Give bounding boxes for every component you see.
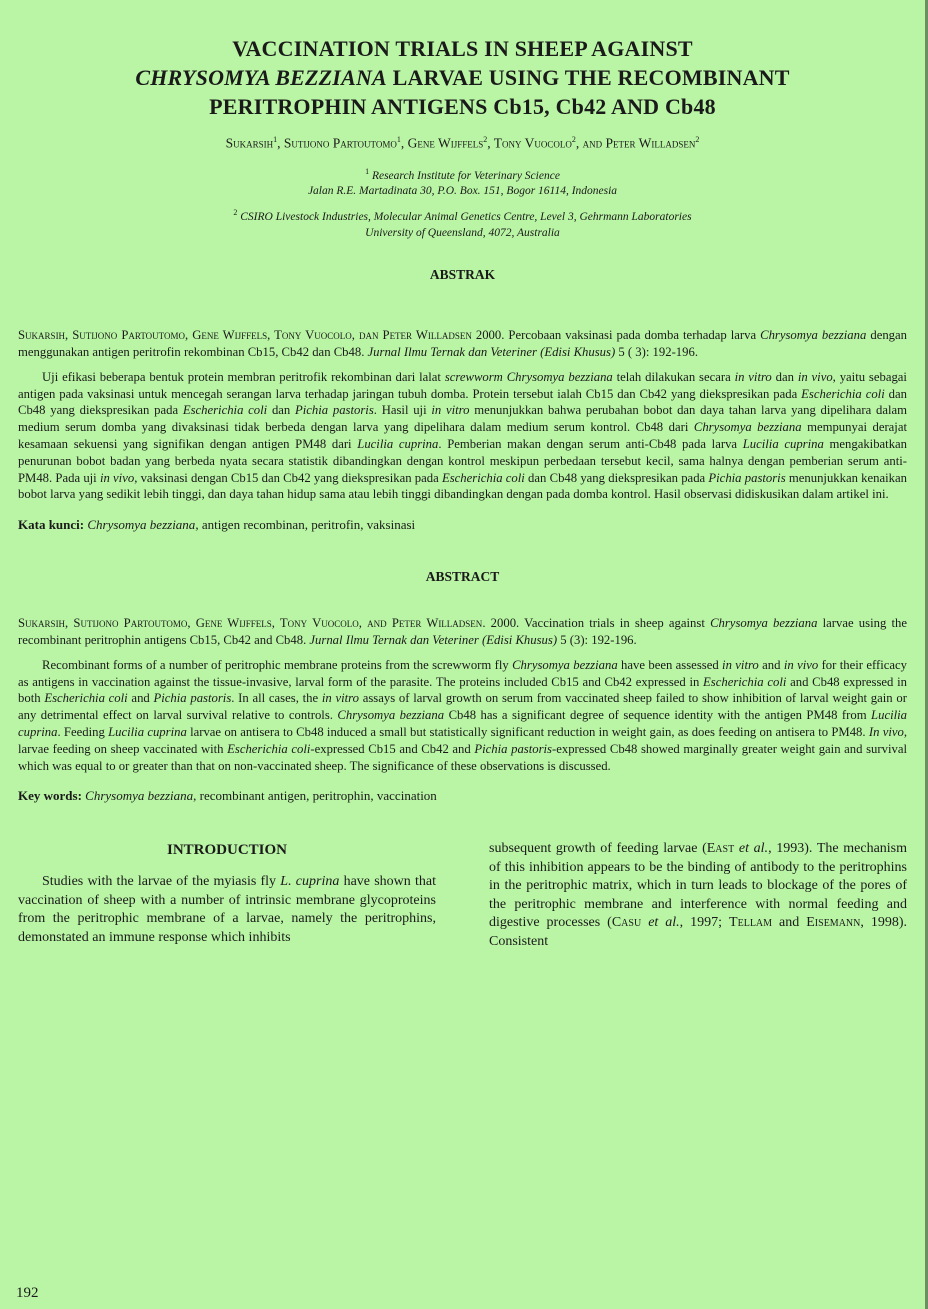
affiliation-2 (18, 205, 907, 241)
text-run: Recombinant forms of a number of peritrophic membrane proteins from the screwworm fly (42, 657, 513, 672)
text-run-italic: in vivo (797, 369, 833, 384)
text-run: larvae on antisera to Cb48 induced a small but statistically significant reduction in weight gain, as does feeding on antisera to PM48. (186, 724, 869, 739)
cited-author: Tellam (729, 915, 773, 931)
keywords-rest: , antigen recombinan, peritrofin, vaksinasi (195, 517, 416, 533)
text-run-italic: Pichia pastoris (708, 470, 786, 485)
abstract-keywords (18, 788, 907, 804)
text-run: , yaitu sebagai antigen pada vaksinasi untuk mencegah serangan larva terhadap jaringan tubuh domba. Protein tersebut ialah Cb15 dan Cb42 yang diekspresikan pada (18, 369, 907, 401)
title-line-2 (18, 63, 907, 92)
keywords-rest: , recombinant antigen, peritrophin, vaccination (193, 788, 437, 804)
text-run: dan (267, 403, 296, 418)
author-name: Peter Willadsen (605, 135, 696, 151)
text-run: Studies with the larvae of the myiasis fly (42, 874, 281, 890)
cited-author: Eisemann (806, 915, 861, 931)
affiliation-mark: 2 (233, 208, 238, 218)
keywords-species: Chrysomya bezziana (85, 788, 194, 804)
text-run: menunjukkan bahwa perubahan bobot dan daya tahan larva yang dipelihara dalam medium serum domba yang divaksinasi tidak berbeda dengan larva yang dipelihara dalam medium serum kontrol. Cb48 dari (18, 403, 908, 435)
text-run-italic: in vitro (734, 369, 772, 384)
text-run-italic: In vivo (868, 724, 904, 739)
text-run: dan Cb48 yang diekspresikan pada (524, 470, 709, 485)
abstract-citation (18, 615, 907, 649)
affiliation-1 (18, 164, 907, 200)
text-run-italic: Lucilia cuprina (108, 724, 187, 739)
citation-title: larvae using the recombinant peritrophin antigens Cb15, Cb42 and Cb48. (18, 616, 907, 647)
right-column (489, 834, 907, 951)
text-run-italic: Escherichia coli (44, 691, 128, 706)
text-run-italic: in vivo (783, 657, 819, 672)
text-run: dan Cb48 yang diekspresikan pada (18, 386, 907, 418)
text-run: Uji efikasi beberapa bentuk protein membran peritrofik rekombinan dari lalat (42, 369, 445, 384)
text-run-italic: Pichia pastoris (474, 741, 552, 756)
text-run: and Cb48 expressed in both (18, 674, 907, 706)
keywords-label: Kata kunci: (18, 517, 85, 533)
author-list: Sukarsih$^1$, Sutijono Partoutomo$^1$, Gene Wijffels$^2$, Tony Vuocolo$^2$, and Peter Willadsen$^2$ (225, 135, 700, 151)
text-run-italic: Chrysomya bezziana (337, 708, 445, 723)
text-run: subsequent growth of feeding larvae ( (489, 841, 707, 857)
abstrak-body (18, 369, 907, 503)
text-run-italic: Lucilia cuprina (357, 436, 439, 451)
cited-author: East (706, 841, 735, 857)
title-line-1: VACCINATION TRIALS IN SHEEP AGAINST (232, 36, 693, 61)
text-run: telah dilakukan secara (612, 369, 735, 384)
citation-year: 2000. Percobaan vaksinasi pada domba terhadap larva (471, 328, 761, 343)
affiliation-address: University of Queensland, 4072, Australia (365, 227, 560, 240)
text-run: -expressed Cb15 and Cb42 and (310, 741, 475, 756)
text-run: . Pemberian makan dengan serum anti-Cb48 pada larva (438, 436, 743, 451)
text-run-italic: Escherichia coli (703, 674, 787, 689)
citation-year: . 2000. Vaccination trials in sheep against (482, 616, 711, 631)
author-name: Gene Wijffels (407, 135, 484, 151)
affiliation-name: Research Institute for Veterinary Science (371, 169, 560, 182)
author-affil-mark: 1 (273, 135, 278, 144)
abstract-body (18, 657, 907, 775)
citation-volume: 5 ( 3): 192-196. (615, 344, 698, 359)
text-run-italic: Pichia pastoris (153, 691, 232, 706)
citation-journal: Jurnal Ilmu Ternak dan Veteriner (Edisi Khusus) (367, 344, 616, 359)
citation-species: Chrysomya bezziana (710, 616, 818, 631)
author-affil-mark: 2 (483, 135, 488, 144)
title-line-2-rest: LARVAE USING THE RECOMBINANT (386, 65, 790, 90)
affiliation-mark: 1 (365, 166, 370, 176)
text-run-italic: Escherichia coli (227, 741, 311, 756)
text-run: , 1998). Consistent (489, 915, 908, 949)
text-run: -expressed Cb48 showed marginally greater weight gain and survival which was equal to or greater than that on non-vaccinated sheep. The significance of these observations is discussed. (18, 741, 907, 773)
text-run: for their efficacy as antigens in vaccination against the tissue-invasive, larval form of the parasite. The proteins included Cb15 and Cb42 expressed in (18, 657, 907, 689)
citation-volume: 5 (3): 192-196. (557, 632, 637, 647)
text-run-italic: Escherichia coli (441, 470, 525, 485)
left-column (18, 834, 436, 951)
author-affil-mark: 1 (396, 135, 401, 144)
citation-authors: Sukarsih, Sutijono Partoutomo, Gene Wijffels, Tony Vuocolo, and Peter Willadsen (18, 616, 483, 631)
text-run-italic: screwworm Chrysomya bezziana (444, 369, 613, 384)
abstrak-heading: ABSTRAK (429, 267, 496, 283)
text-run-italic: Escherichia coli (182, 403, 268, 418)
author-name: Tony Vuocolo (493, 135, 572, 151)
introduction-heading: INTRODUCTION (166, 842, 287, 859)
title-species: CHRYSOMYA BEZZIANA (135, 65, 387, 90)
text-run: , larvae feeding on sheep vaccinated with (18, 724, 908, 756)
text-run-italic: in vitro (321, 691, 359, 706)
text-run-italic: L. cuprina (280, 874, 340, 890)
text-run: mempunyai derajat kesamaan sekuensi yang signifikan dengan antigen PM48 dari (18, 420, 907, 451)
text-run-italic: Lucilia cuprina (742, 436, 824, 451)
keywords-species: Chrysomya bezziana (87, 517, 196, 533)
text-run-italic: Pichia pastoris (295, 403, 374, 418)
text-run-italic: et al. (648, 915, 680, 931)
abstract-heading: ABSTRACT (425, 569, 500, 585)
text-run: . Hasil uji (373, 403, 432, 418)
text-run-italic: in vitro (722, 657, 759, 672)
text-run: Cb48 has a significant degree of sequence identity with the antigen PM48 from (444, 708, 872, 723)
text-run: mengakibatkan penurunan bobot badan yang berbeda nyata secara statistik dibandingkan dengan kontrol meskipun perbedaan tersebut kecil, sama halnya dengan pemberian serum anti-PM48. Pada uji (18, 436, 908, 485)
citation-authors: Sukarsih, Sutijono Partoutomo, Gene Wijffels, Tony Vuocolo, dan Peter Willadsen (18, 328, 472, 343)
cited-author: Casu (611, 915, 642, 931)
affiliation-name: CSIRO Livestock Industries, Molecular Animal Genetics Centre, Level 3, Gehrmann Laboratories (240, 211, 692, 224)
text-run-italic: Chrysomya bezziana (512, 657, 618, 672)
keywords-label: Key words: (18, 788, 82, 804)
author-name: Sukarsih (225, 135, 274, 151)
citation-title: dengan menggunakan antigen peritrofin rekombinan Cb15, Cb42 dan Cb48. (18, 328, 908, 359)
citation-journal: Jurnal Ilmu Ternak dan Veteriner (Edisi Khusus) (309, 632, 558, 647)
author-affil-mark: 2 (571, 135, 576, 144)
text-run: and (772, 915, 807, 931)
text-run-italic: et al. (738, 841, 769, 857)
two-column-body (18, 834, 907, 951)
title-block (18, 0, 907, 121)
text-run-italic: in vitro (431, 403, 470, 418)
text-run: , 1997; (679, 915, 730, 931)
text-run: assays of larval growth on serum from vaccinated sheep failed to show inhibition of larval weight gain or any detrimental effect on larval survival relative to controls. (18, 691, 907, 723)
abstrak-citation (18, 327, 907, 361)
text-run-italic: Chrysomya bezziana (693, 420, 802, 435)
author-and: , and (575, 135, 606, 151)
text-run: , vaksinasi dengan Cb15 dan Cb42 yang diekspresikan pada (134, 470, 442, 485)
text-run: and (127, 691, 154, 706)
text-run-italic: Lucilia cuprina (18, 708, 907, 739)
text-run: have shown that vaccination of sheep with a number of intrinsic membrane glycoproteins from the peritrophic membrane of a larvae, namely the peritrophins, demonstated an immune response which inhibits (18, 874, 437, 945)
author-name: Sutijono Partoutomo (283, 135, 397, 151)
text-run: have been assessed (617, 657, 723, 672)
affiliation-address: Jalan R.E. Martadinata 30, P.O. Box. 151, Bogor 16114, Indonesia (307, 185, 618, 198)
text-run-italic: in vivo (99, 470, 135, 485)
title-line-3: PERITROPHIN ANTIGENS Cb15, Cb42 AND Cb48 (209, 94, 716, 119)
introduction-continuation (489, 840, 907, 951)
text-run: dan (771, 369, 798, 384)
text-run-italic: Escherichia coli (801, 386, 885, 401)
abstrak-keywords (18, 517, 907, 533)
author-affil-mark: 2 (695, 135, 700, 144)
page-number: 192 (16, 1285, 39, 1301)
citation-species: Chrysomya bezziana (760, 328, 867, 343)
text-run: . Feeding (57, 724, 109, 739)
introduction-paragraph (18, 873, 436, 947)
text-run: menunjukkan kenaikan bobot larva yang sedikit lebih tinggi, dan daya tahan hidup sama atau lebih tinggi dibandingkan dengan pada domba kontrol. Hasil observasi didiskusikan dalam artikel ini. (18, 470, 907, 502)
text-run: , 1993). The mechanism of this inhibition appears to be the binding of antibody to the peritrophins in the peritrophic matrix, which in turn leads to blockage of the pores of the peritrophic membrane and interference with normal feeding and digestive processes ( (489, 841, 908, 931)
text-run: and (758, 657, 784, 672)
text-run: . In all cases, the (231, 691, 322, 706)
